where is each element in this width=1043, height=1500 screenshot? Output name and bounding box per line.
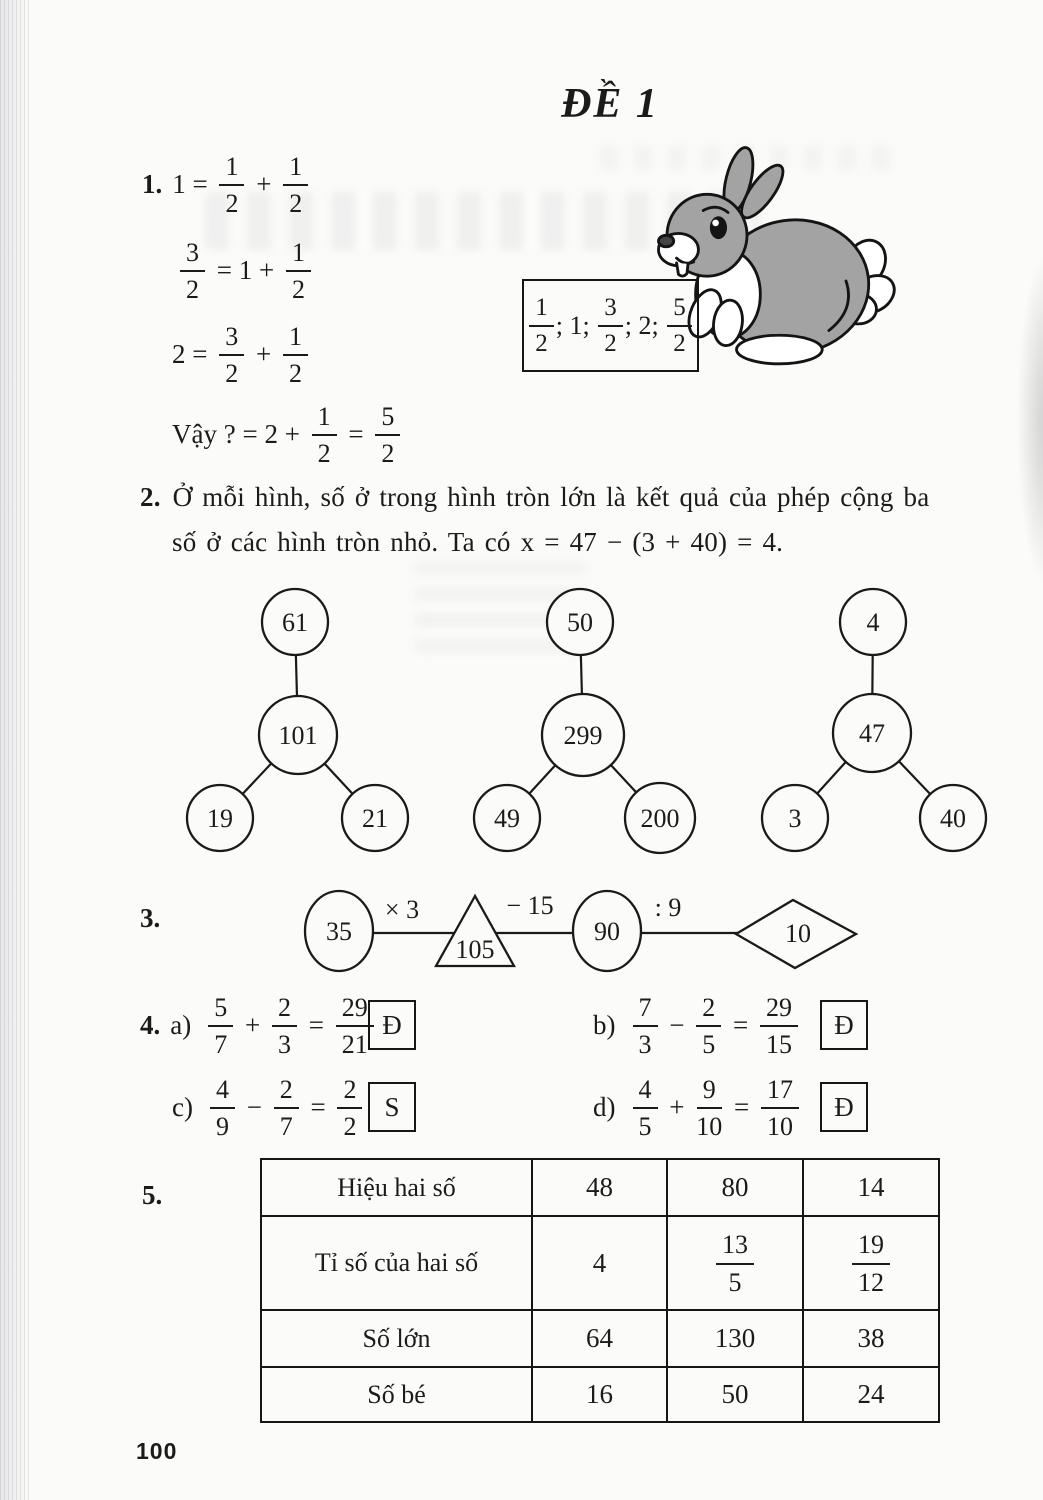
problem1-answer-sequence: $\frac{1}{2}$ ; 1; $\frac{3}{2}$ ; 2; $\frac{5}{2}$	[527, 294, 693, 358]
diagram3-center: 47	[859, 719, 885, 748]
problem4-equation-c: $\frac{4}{9}$ − $\frac{2}{7}$ = $\frac{2}{2}$	[205, 1075, 367, 1141]
row2-value-3: $\frac{19}{12}$	[803, 1216, 939, 1310]
diagram3-left: 3	[788, 804, 802, 833]
problem4-verdict-box-b	[820, 1000, 868, 1050]
diagram1-top: 61	[282, 608, 308, 637]
problem1-equation-conclusion: Vậy ? = 2 + $\frac{1}{2}$ = $\frac{5}{2}$	[172, 402, 405, 468]
problem3-operation-chain	[0, 878, 1043, 998]
problem4-equation-b: $\frac{7}{3}$ − $\frac{2}{5}$ = $\frac{29}{15}$	[628, 993, 803, 1059]
problem4-verdict-a: Đ	[382, 1009, 402, 1040]
page-curl-shadow	[1017, 255, 1043, 585]
problem1-number: 1.	[142, 169, 163, 200]
problem2-text-line2-wrap	[172, 527, 783, 558]
row3-value-3: 38	[803, 1310, 939, 1367]
page-number: 100	[136, 1438, 178, 1464]
problem1-line-4	[172, 402, 405, 468]
problem4-item-a	[140, 993, 379, 1059]
diagram2-left: 49	[494, 804, 520, 833]
row1-value-1: 48	[532, 1159, 667, 1216]
problem2-text-line2: số ở các hình tròn nhỏ. Ta có x = 47 − (3 + 40) = 4.	[172, 527, 784, 557]
diagram2-center: 299	[563, 721, 603, 750]
problem4-label-d: d)	[593, 1092, 616, 1123]
chain-mid-value: 105	[455, 935, 495, 964]
problem1-line-2	[175, 238, 316, 304]
diagram1-left: 19	[207, 804, 233, 833]
row3-value-2: 130	[667, 1310, 803, 1367]
problem4-verdict-box-c	[368, 1082, 416, 1132]
diagram3-right: 40	[940, 804, 966, 833]
row3-value-1: 64	[532, 1310, 667, 1367]
row3-label: Số lớn	[261, 1310, 532, 1367]
row2-label: Tỉ số của hai số	[261, 1216, 532, 1310]
sum-diagram-1	[187, 589, 408, 851]
problem4-item-d	[593, 1075, 804, 1141]
table-row	[261, 1159, 939, 1216]
row1-value-2: 80	[667, 1159, 803, 1216]
problem1-equation-2: $\frac{3}{2}$ = 1 + $\frac{1}{2}$	[175, 238, 316, 304]
diagram1-right: 21	[362, 804, 388, 833]
problem2-sum-diagrams	[0, 575, 1043, 870]
chain-op2-label: − 15	[506, 891, 554, 920]
problem2-number: 2.	[140, 482, 161, 512]
diagram1-center: 101	[278, 721, 318, 750]
row4-label: Số bé	[261, 1367, 532, 1422]
chain-end-value: 10	[785, 919, 811, 948]
diagram3-top: 4	[866, 608, 880, 637]
sum-diagram-2	[474, 589, 695, 853]
problem4-item-b	[593, 993, 803, 1059]
problem2-text-line1-wrap	[140, 482, 929, 513]
row4-value-1: 16	[532, 1367, 667, 1422]
problem1-line-1	[142, 152, 313, 218]
problem1-equation-1: 1 = $\frac{1}{2}$ + $\frac{1}{2}$	[172, 152, 313, 218]
row1-value-3: 14	[803, 1159, 939, 1216]
problem4-label-b: b)	[593, 1010, 616, 1041]
table-row	[261, 1216, 939, 1310]
table-row	[261, 1310, 939, 1367]
row4-value-2: 50	[667, 1367, 803, 1422]
chain-op3-label: : 9	[654, 893, 682, 922]
problem4-verdict-d: Đ	[834, 1091, 854, 1122]
problem4-verdict-box-a	[368, 1000, 416, 1050]
row1-label: Hiệu hai số	[261, 1159, 532, 1216]
problem4-equation-a: $\frac{5}{7}$ + $\frac{2}{3}$ = $\frac{29}{21}$	[203, 993, 378, 1059]
problem5-number: 5.	[142, 1180, 163, 1210]
row2-value-2: $\frac{13}{5}$	[667, 1216, 803, 1310]
problem4-label-a: a)	[170, 1010, 192, 1041]
row4-value-3: 24	[803, 1367, 939, 1422]
problem4-verdict-box-d	[820, 1082, 868, 1132]
chain-start-value: 35	[326, 917, 352, 946]
sum-diagram-3	[762, 589, 986, 851]
problem4-equation-d: $\frac{4}{5}$ + $\frac{9}{10}$ = $\frac{17}{10}$	[628, 1075, 804, 1141]
problem2-text-line1: Ở mỗi hình, số ở trong hình tròn lớn là kết quả của phép cộng ba	[172, 482, 930, 512]
problem4-verdict-b: Đ	[834, 1009, 854, 1040]
diagram2-top: 50	[567, 608, 593, 637]
problem3-number: 3.	[140, 903, 161, 933]
problem4-item-c	[172, 1075, 367, 1141]
problem4-verdict-c: S	[384, 1091, 400, 1122]
chain-third-value: 90	[594, 917, 620, 946]
page-title: ĐỀ 1	[561, 81, 659, 127]
table-row	[261, 1367, 939, 1422]
problem4-label-c: c)	[172, 1092, 193, 1123]
diagram2-right: 200	[640, 804, 680, 833]
problem4-number: 4.	[140, 1010, 161, 1041]
problem1-equation-3: 2 = $\frac{3}{2}$ + $\frac{1}{2}$	[172, 322, 313, 388]
problem5-answer-table	[260, 1158, 940, 1423]
chain-op1-label: × 3	[384, 895, 420, 924]
problem1-answer-box	[522, 279, 699, 372]
problem1-line-3	[172, 322, 313, 388]
row2-value-1: 4	[532, 1216, 667, 1310]
